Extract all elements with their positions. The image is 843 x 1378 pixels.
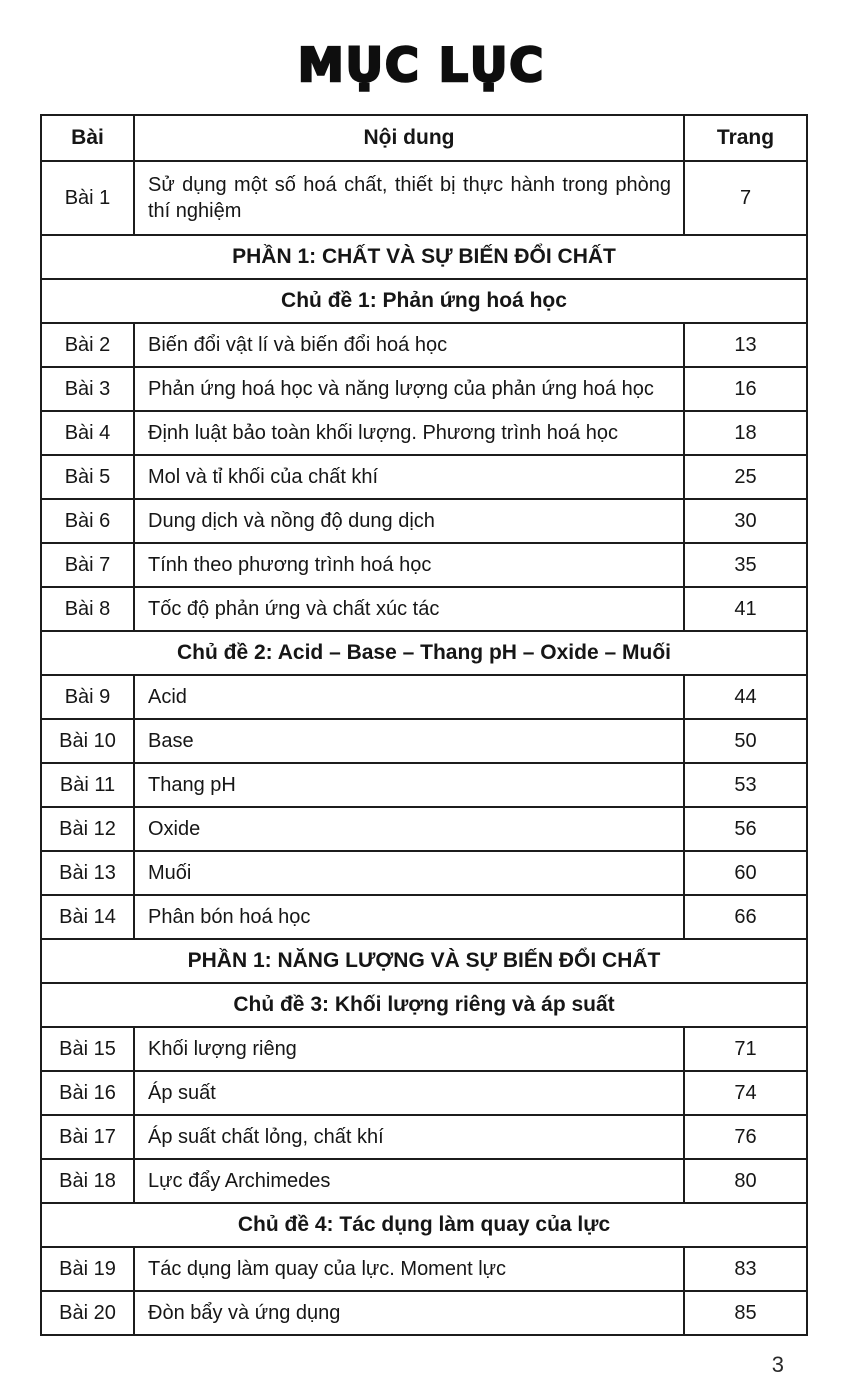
lesson-page-cell: 71 xyxy=(684,1027,807,1071)
lesson-title-cell: Áp suất xyxy=(134,1071,684,1115)
lesson-page-cell: 56 xyxy=(684,807,807,851)
lesson-row xyxy=(41,675,807,719)
lesson-number-cell: Bài 18 xyxy=(41,1159,134,1203)
lesson-row xyxy=(41,895,807,939)
toc-table-body xyxy=(41,161,807,1335)
lesson-title-cell: Phân bón hoá học xyxy=(134,895,684,939)
lesson-number-cell: Bài 4 xyxy=(41,411,134,455)
lesson-row xyxy=(41,851,807,895)
lesson-number-cell: Bài 10 xyxy=(41,719,134,763)
lesson-page-cell: 83 xyxy=(684,1247,807,1291)
lesson-number-cell: Bài 11 xyxy=(41,763,134,807)
lesson-number-cell: Bài 2 xyxy=(41,323,134,367)
lesson-page-cell: 53 xyxy=(684,763,807,807)
topic-header-cell: Chủ đề 2: Acid – Base – Thang pH – Oxide – Muối xyxy=(41,631,807,675)
lesson-number-cell: Bài 20 xyxy=(41,1291,134,1335)
lesson-page-cell: 50 xyxy=(684,719,807,763)
column-header-trang: Trang xyxy=(684,115,807,161)
lesson-page-cell: 25 xyxy=(684,455,807,499)
lesson-title-cell: Oxide xyxy=(134,807,684,851)
lesson-title-cell: Khối lượng riêng xyxy=(134,1027,684,1071)
lesson-number-cell: Bài 7 xyxy=(41,543,134,587)
lesson-title-cell: Thang pH xyxy=(134,763,684,807)
lesson-row xyxy=(41,1247,807,1291)
lesson-row xyxy=(41,587,807,631)
lesson-row xyxy=(41,411,807,455)
lesson-title-cell: Dung dịch và nồng độ dung dịch xyxy=(134,499,684,543)
lesson-number-cell: Bài 1 xyxy=(41,161,134,235)
topic-header-row xyxy=(41,279,807,323)
part-header-cell: PHẦN 1: CHẤT VÀ SỰ BIẾN ĐỔI CHẤT xyxy=(41,235,807,279)
part-header-cell: PHẦN 1: NĂNG LƯỢNG VÀ SỰ BIẾN ĐỔI CHẤT xyxy=(41,939,807,983)
lesson-number-cell: Bài 12 xyxy=(41,807,134,851)
lesson-number-cell: Bài 6 xyxy=(41,499,134,543)
lesson-page-cell: 13 xyxy=(684,323,807,367)
lesson-page-cell: 30 xyxy=(684,499,807,543)
column-header-bai: Bài xyxy=(41,115,134,161)
topic-header-row xyxy=(41,983,807,1027)
topic-header-row xyxy=(41,1203,807,1247)
lesson-page-cell: 80 xyxy=(684,1159,807,1203)
column-header-noi-dung: Nội dung xyxy=(134,115,684,161)
lesson-row xyxy=(41,367,807,411)
lesson-title-cell: Muối xyxy=(134,851,684,895)
lesson-page-cell: 16 xyxy=(684,367,807,411)
lesson-number-cell: Bài 17 xyxy=(41,1115,134,1159)
lesson-page-cell: 41 xyxy=(684,587,807,631)
lesson-page-cell: 7 xyxy=(684,161,807,235)
lesson-row xyxy=(41,1291,807,1335)
lesson-page-cell: 85 xyxy=(684,1291,807,1335)
lesson-title-cell: Tốc độ phản ứng và chất xúc tác xyxy=(134,587,684,631)
lesson-row xyxy=(41,807,807,851)
lesson-row xyxy=(41,455,807,499)
lesson-number-cell: Bài 5 xyxy=(41,455,134,499)
lesson-row xyxy=(41,763,807,807)
lesson-number-cell: Bài 15 xyxy=(41,1027,134,1071)
lesson-title-cell: Tác dụng làm quay của lực. Moment lực xyxy=(134,1247,684,1291)
toc-table xyxy=(40,114,808,1336)
part-header-row xyxy=(41,939,807,983)
topic-header-cell: Chủ đề 4: Tác dụng làm quay của lực xyxy=(41,1203,807,1247)
lesson-page-cell: 76 xyxy=(684,1115,807,1159)
lesson-row xyxy=(41,499,807,543)
lesson-row xyxy=(41,543,807,587)
lesson-title-cell: Phản ứng hoá học và năng lượng của phản ứng hoá học xyxy=(134,367,684,411)
lesson-title-cell: Lực đẩy Archimedes xyxy=(134,1159,684,1203)
page-title: MỤC LỤC xyxy=(297,38,546,92)
page-number: 3 xyxy=(771,1352,784,1377)
lesson-number-cell: Bài 13 xyxy=(41,851,134,895)
lesson-page-cell: 66 xyxy=(684,895,807,939)
lesson-title-cell: Mol và tỉ khối của chất khí xyxy=(134,455,684,499)
lesson-row xyxy=(41,323,807,367)
lesson-title-cell: Định luật bảo toàn khối lượng. Phương trình hoá học xyxy=(134,411,684,455)
lesson-title-cell: Acid xyxy=(134,675,684,719)
lesson-number-cell: Bài 16 xyxy=(41,1071,134,1115)
lesson-row xyxy=(41,1159,807,1203)
lesson-title-cell: Sử dụng một số hoá chất, thiết bị thực hành trong phòng thí nghiệm xyxy=(134,161,684,235)
lesson-page-cell: 44 xyxy=(684,675,807,719)
lesson-title-cell: Áp suất chất lỏng, chất khí xyxy=(134,1115,684,1159)
lesson-title-cell: Tính theo phương trình hoá học xyxy=(134,543,684,587)
lesson-row xyxy=(41,719,807,763)
toc-header-row xyxy=(41,115,807,161)
lesson-title-cell: Biến đổi vật lí và biến đổi hoá học xyxy=(134,323,684,367)
lesson-title-cell: Base xyxy=(134,719,684,763)
lesson-number-cell: Bài 14 xyxy=(41,895,134,939)
topic-header-cell: Chủ đề 1: Phản ứng hoá học xyxy=(41,279,807,323)
topic-header-cell: Chủ đề 3: Khối lượng riêng và áp suất xyxy=(41,983,807,1027)
lesson-row xyxy=(41,161,807,235)
lesson-number-cell: Bài 9 xyxy=(41,675,134,719)
lesson-number-cell: Bài 8 xyxy=(41,587,134,631)
lesson-title-cell: Đòn bẩy và ứng dụng xyxy=(134,1291,684,1335)
lesson-number-cell: Bài 3 xyxy=(41,367,134,411)
lesson-page-cell: 18 xyxy=(684,411,807,455)
part-header-row xyxy=(41,235,807,279)
lesson-row xyxy=(41,1115,807,1159)
lesson-page-cell: 74 xyxy=(684,1071,807,1115)
lesson-row xyxy=(41,1027,807,1071)
lesson-page-cell: 35 xyxy=(684,543,807,587)
lesson-page-cell: 60 xyxy=(684,851,807,895)
lesson-number-cell: Bài 19 xyxy=(41,1247,134,1291)
topic-header-row xyxy=(41,631,807,675)
lesson-row xyxy=(41,1071,807,1115)
